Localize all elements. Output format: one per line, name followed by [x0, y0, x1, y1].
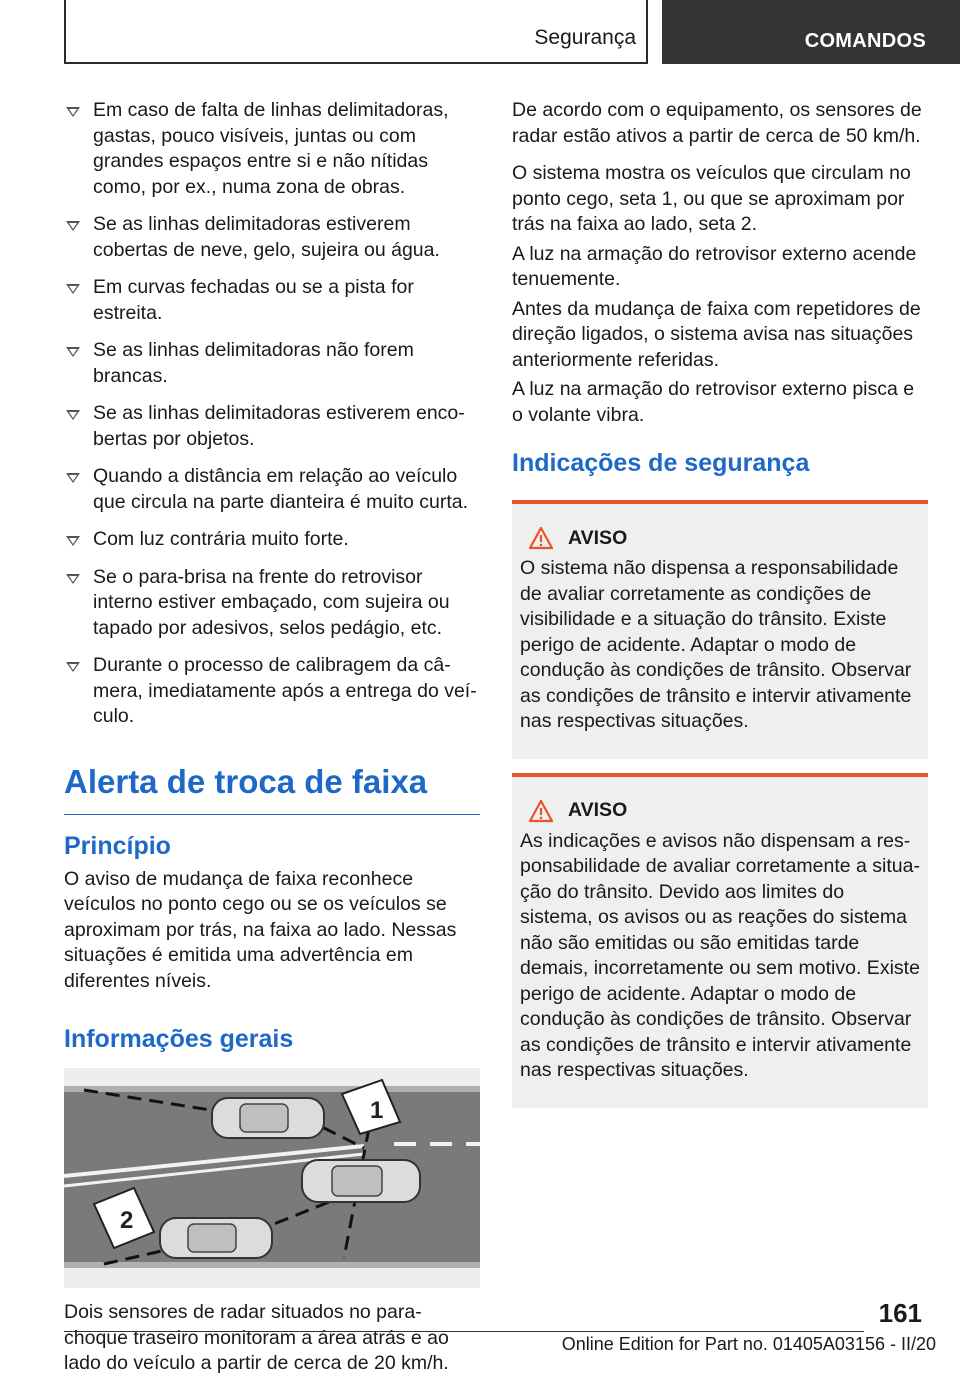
bullet-triangle-icon: [66, 662, 80, 672]
figure-caption: Dois sensores de radar situados no para-choque traseiro monitoram a área atrás e ao lado do veículo a partir de cerca de 20 km/h.: [64, 1301, 449, 1374]
bullet-triangle-icon: [66, 221, 80, 231]
car-middle: [302, 1160, 420, 1202]
main-heading: Alerta de troca de faixa: [64, 762, 480, 815]
general-info-heading: Informações gerais: [64, 1025, 294, 1053]
warning-text: As indicações e avisos não dispensam a responsabilidade de avaliar corretamente a situação do trânsito. Devido aos limites do sistema, os avisos ou as reações do sistema não são emitidas ou são emitidas tarde demais, incorretamente ou sem motivo. Existe perigo de acidente. Adaptar o modo de condução às condições de trânsito. Observar as condições de trânsito e intervir ativamente nas respectivas situações.: [520, 829, 920, 1081]
list-item: Com luz contrária muito forte.: [64, 527, 480, 553]
bullet-triangle-icon: [66, 107, 80, 117]
principle-text: O aviso de mudança de faixa reconhece veículos no ponto cego ou se os veículos se aproximam por trás, na faixa ao lado. Nessas situações é emitida uma advertência em diferentes níveis.: [64, 867, 457, 992]
list-item: Em curvas fechadas ou se a pista for estreita.: [64, 275, 480, 326]
car-bottom: [160, 1218, 272, 1258]
footer-edition: Online Edition for Part no. 01405A03156 - II/20: [561, 1334, 936, 1354]
right-column: [512, 98, 928, 1120]
list-item: Quando a distância em relação ao veículo que circula na parte dianteira é muito curta.: [64, 464, 480, 515]
warning-title: AVISO: [520, 526, 920, 550]
bullet-triangle-icon: [66, 410, 80, 420]
paragraph-radar-active: De acordo com o equipamento, os sensores de radar estão ativos a partir de cerca de 50 km/h.: [512, 99, 922, 147]
footer-divider: [64, 1331, 864, 1332]
bullet-triangle-icon: [66, 284, 80, 294]
list-item: Se o para-brisa na frente do retrovisor interno estiver embaçado, com sujeira ou tapado por adesivos, selos pedágio, etc.: [64, 565, 480, 642]
warning-triangle-icon: [528, 799, 554, 823]
paragraph-mirror-flash: A luz na armação do retrovisor externo pisca e o volante vibra.: [512, 378, 915, 426]
paragraph-lane-change: Antes da mudança de faixa com repetidores de direção ligados, o sistema avisa nas situações anteriormente referidas.: [512, 297, 921, 371]
header-chapter-title: COMANDOS: [804, 30, 926, 52]
list-item: Se as linhas delimitadoras estiverem cobertas de neve, gelo, sujeira ou água.: [64, 212, 480, 263]
bullet-triangle-icon: [66, 574, 80, 584]
header-section-title: Segurança: [534, 26, 636, 49]
header-chapter-tab: [662, 0, 960, 64]
safety-heading: Indicações de segurança: [512, 449, 810, 477]
warning-box-2: [512, 773, 928, 1108]
warning-box-1: [512, 500, 928, 759]
car-top: [212, 1098, 324, 1138]
lane-change-illustration: [64, 1068, 480, 1288]
warning-title: AVISO: [520, 799, 920, 823]
limitations-list: [64, 98, 480, 730]
bullet-triangle-icon: [66, 473, 80, 483]
list-item: Durante o processo de calibragem da câmera, imediatamente após a entrega do veículo.: [64, 653, 480, 730]
warning-text: O sistema não dispensa a responsabilidade de avaliar corretamente as condições de visibilidade e a situação do trânsito. Existe perigo de acidente. Adaptar o modo de condução às condições de trânsito. Observar as condições de trânsito e intervir ativamente nas respectivas situações.: [520, 557, 912, 732]
svg-text:1: 1: [370, 1097, 384, 1124]
paragraph-blind-spot: O sistema mostra os veículos que circulam no ponto cego, seta 1, ou que se aproximam por trás na faixa ao lado, seta 2.: [512, 162, 911, 235]
page-number: 161: [878, 1298, 922, 1328]
header-section-tab: [64, 0, 648, 64]
svg-text:2: 2: [120, 1207, 134, 1234]
list-item: Se as linhas delimitadoras não forem brancas.: [64, 338, 480, 389]
bullet-triangle-icon: [66, 536, 80, 546]
list-item: Se as linhas delimitadoras estiverem encobertas por objetos.: [64, 401, 480, 452]
paragraph-mirror-light: A luz na armação do retrovisor externo acende tenuemente.: [512, 242, 917, 290]
list-item: Em caso de falta de linhas delimitadoras, gastas, pouco visíveis, juntas ou com grandes espaços entre si e não nítidas como, por ex., numa zona de obras.: [64, 98, 480, 200]
warning-triangle-icon: [528, 526, 554, 550]
left-column: [64, 98, 480, 1377]
principle-heading: Princípio: [64, 831, 171, 860]
bullet-triangle-icon: [66, 347, 80, 357]
